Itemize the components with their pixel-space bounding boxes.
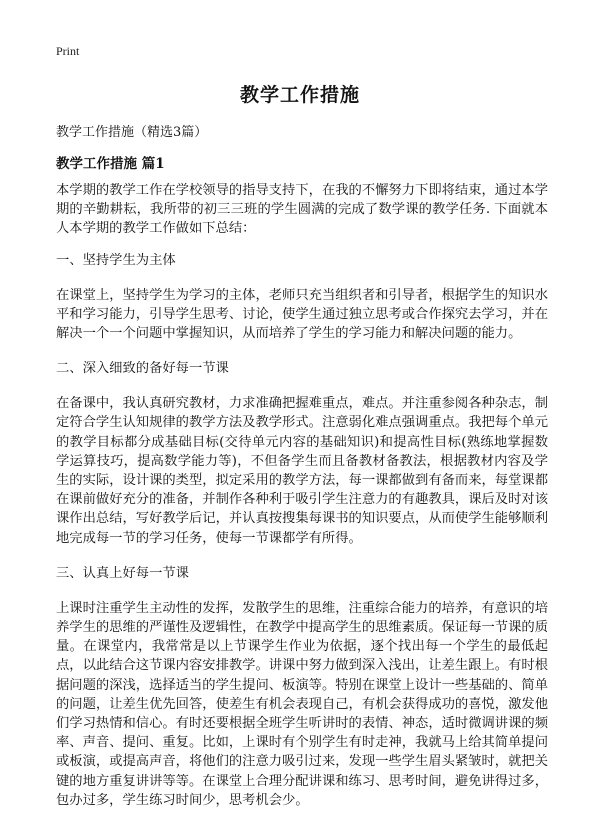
print-link[interactable]: Print <box>56 44 80 58</box>
subsection-heading-3: 三、认真上好每一节课 <box>56 565 189 581</box>
subsection-paragraph-3: 上课时注重学生主动性的发挥，发散学生的思维，注重综合能力的培养，有意识的培养学生的思维的严谨性及逻辑性，在教学中提高学生的思维素质。保证每一节课的质量。在课堂内，我常常是以上节课学生作业为依据，逐个找出每一个学生的最低起点，以此结合这节课内容安排教学。讲课中努力做到深入浅出，让差生跟上。有时根据问题的深浅，选择适当的学生提问、板演等。特别在课堂上设计一些基础的、简单的问题，让差生优先回答，使差生有机会表现自己，有机会获得成功的喜悦，激发他们学习热情和信心。有时还要根据全班学生听讲时的表情、神态，适时微调讲课的频率、声音、提问、重复。比如，上课时有个别学生有时走神，我就马上给其简单提问或板演，或提高声音，将他们的注意力吸引过来，发现一些学生眉头紧皱时，就把关键的地方重复讲讲等等。在课堂上合理分配讲课和练习、思考时间，避免讲得过多，包办过多，学生练习时间少，思考机会少。 <box>56 600 548 808</box>
subsection-heading-1: 一、坚持学生为主体 <box>56 252 176 268</box>
intro-paragraph: 本学期的教学工作在学校领导的指导支持下，在我的不懈努力下即将结束，通过本学期的辛勤耕耘，我所带的初三三班的学生圆满的完成了数学课的教学任务. 下面就本人本学期的教学工作做如下总结： <box>56 183 548 237</box>
subsection-paragraph-1: 在课堂上，坚持学生为学习的主体，老师只充当组织者和引导者，根据学生的知识水平和学习能力，引导学生思考、讨论，使学生通过独立思考或合作探究去学习，并在解决一个一个问题中掌握知识，从而培养了学生的学习能力和解决问题的能力。 <box>56 287 548 342</box>
subsection-paragraph-2: 在备课中，我认真研究教材，力求准确把握难重点，难点。并注重参阅各种杂志，制定符合学生认知规律的教学方法及教学形式。注意弱化难点强调重点。我把每个单元的教学目标都分成基础目标(交待单元内容的基础知识)和提高性目标(熟练地掌握数学运算技巧，提高数学能力等)，不但备学生而且备教材备教法，根据教材内容及学生的实际，设计课的类型，拟定采用的教学方法，每一课都做到有备而来，每堂课都在课前做好充分的准备，并制作各种利于吸引学生注意力的有趣教具，课后及时对该课作出总结，写好教学后记，并认真按搜集每课书的知识要点，从而使学生能够顺利地完成每一节的学习任务，使每一节课都学有所得。 <box>56 396 548 546</box>
subsection-heading-2: 二、深入细致的备好每一节课 <box>56 361 229 377</box>
document-subtitle: 教学工作措施（精选3篇） <box>56 125 208 140</box>
document-title: 教学工作措施 <box>239 84 360 106</box>
article-body <box>56 181 548 826</box>
section-title: 教学工作措施 篇1 <box>56 156 165 172</box>
